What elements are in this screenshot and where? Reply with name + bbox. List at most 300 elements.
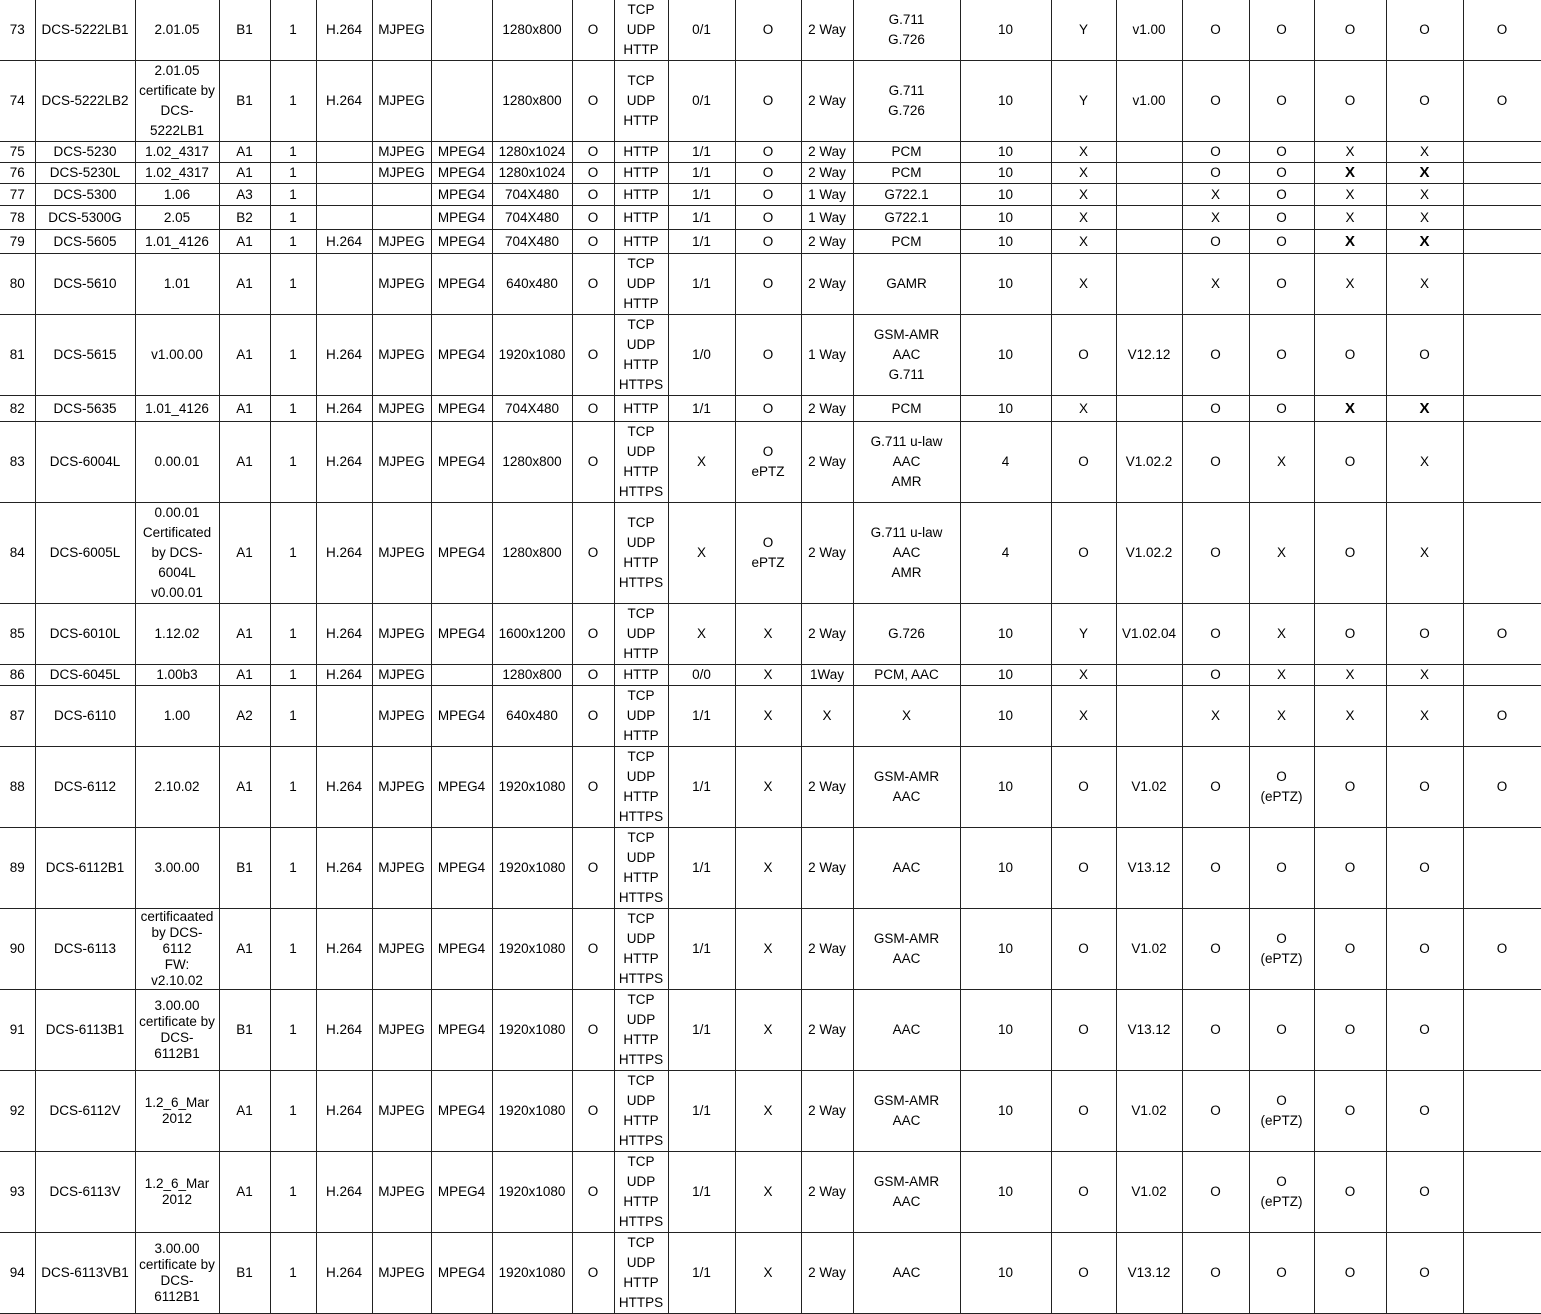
cell-feature-4: X bbox=[1386, 665, 1463, 686]
cell-codec-h264 bbox=[316, 163, 372, 184]
cell-protocols: TCP UDP HTTP bbox=[614, 61, 668, 142]
cell-ptz: X bbox=[735, 665, 801, 686]
cell-codec-mjpeg: MJPEG bbox=[372, 909, 431, 990]
table-row bbox=[0, 503, 1541, 604]
table-row bbox=[0, 686, 1541, 747]
cell-feature-5 bbox=[1463, 230, 1541, 254]
cell-model-name: DCS-5230 bbox=[35, 142, 135, 163]
cell-channels: 1 bbox=[270, 0, 316, 61]
cell-codec-mjpeg: MJPEG bbox=[372, 163, 431, 184]
cell-motion-detection: O bbox=[1051, 909, 1116, 990]
cell-codec-h264: H.264 bbox=[316, 1152, 372, 1233]
cell-feature-4: O bbox=[1386, 1071, 1463, 1152]
cell-feature-1: O bbox=[1182, 61, 1249, 142]
cell-io-ports: X bbox=[668, 604, 735, 665]
cell-feature-4: O bbox=[1386, 828, 1463, 909]
cell-codec-mjpeg: MJPEG bbox=[372, 503, 431, 604]
cell-max-users: 10 bbox=[960, 909, 1051, 990]
cell-channels: 1 bbox=[270, 142, 316, 163]
cell-codec-mpeg4: MPEG4 bbox=[431, 254, 492, 315]
cell-sdk-version: V1.02.04 bbox=[1116, 604, 1182, 665]
cell-max-resolution: 1280x800 bbox=[492, 503, 572, 604]
cell-audio-direction: 2 Way bbox=[801, 604, 853, 665]
cell-io-ports: 1/1 bbox=[668, 184, 735, 206]
cell-io-ports: 1/1 bbox=[668, 396, 735, 422]
cell-row-number: 83 bbox=[0, 422, 35, 503]
cell-ptz: X bbox=[735, 1152, 801, 1233]
cell-io-ports: 1/1 bbox=[668, 230, 735, 254]
cell-firmware: v1.00.00 bbox=[135, 315, 219, 396]
cell-hardware-version: A2 bbox=[219, 686, 270, 747]
cell-protocols: TCP UDP HTTP HTTPS bbox=[614, 909, 668, 990]
cell-feature-3: O bbox=[1314, 315, 1386, 396]
cell-feature-4: X bbox=[1386, 396, 1463, 422]
cell-audio-codec: PCM bbox=[853, 142, 960, 163]
cell-codec-mpeg4: MPEG4 bbox=[431, 604, 492, 665]
cell-channels: 1 bbox=[270, 61, 316, 142]
cell-motion-detection: X bbox=[1051, 163, 1116, 184]
cell-audio-support: O bbox=[572, 315, 614, 396]
cell-feature-4: O bbox=[1386, 315, 1463, 396]
cell-io-ports: 1/1 bbox=[668, 909, 735, 990]
cell-model-name: DCS-5615 bbox=[35, 315, 135, 396]
cell-model-name: DCS-6005L bbox=[35, 503, 135, 604]
cell-motion-detection: O bbox=[1051, 503, 1116, 604]
cell-codec-h264 bbox=[316, 184, 372, 206]
cell-model-name: DCS-6045L bbox=[35, 665, 135, 686]
table-row bbox=[0, 0, 1541, 61]
cell-feature-3: O bbox=[1314, 828, 1386, 909]
cell-audio-direction: 2 Way bbox=[801, 142, 853, 163]
cell-feature-4: X bbox=[1386, 206, 1463, 230]
cell-audio-support: O bbox=[572, 828, 614, 909]
cell-channels: 1 bbox=[270, 254, 316, 315]
cell-audio-codec: G.726 bbox=[853, 604, 960, 665]
cell-feature-3: X bbox=[1314, 396, 1386, 422]
cell-max-users: 10 bbox=[960, 206, 1051, 230]
cell-feature-5: O bbox=[1463, 604, 1541, 665]
cell-feature-4: X bbox=[1386, 142, 1463, 163]
cell-hardware-version: A3 bbox=[219, 184, 270, 206]
cell-sdk-version: V13.12 bbox=[1116, 990, 1182, 1071]
cell-codec-mpeg4 bbox=[431, 61, 492, 142]
cell-firmware: 1.01_4126 bbox=[135, 396, 219, 422]
cell-codec-mpeg4: MPEG4 bbox=[431, 990, 492, 1071]
cell-channels: 1 bbox=[270, 1071, 316, 1152]
cell-feature-4: O bbox=[1386, 909, 1463, 990]
cell-codec-h264: H.264 bbox=[316, 422, 372, 503]
cell-codec-mpeg4: MPEG4 bbox=[431, 1071, 492, 1152]
cell-ptz: X bbox=[735, 747, 801, 828]
cell-feature-3: O bbox=[1314, 1152, 1386, 1233]
cell-motion-detection: Y bbox=[1051, 604, 1116, 665]
cell-feature-1: O bbox=[1182, 1152, 1249, 1233]
cell-feature-2: X bbox=[1249, 604, 1314, 665]
cell-max-users: 10 bbox=[960, 142, 1051, 163]
cell-model-name: DCS-5635 bbox=[35, 396, 135, 422]
cell-ptz: O bbox=[735, 206, 801, 230]
cell-feature-5 bbox=[1463, 142, 1541, 163]
cell-sdk-version: V1.02 bbox=[1116, 909, 1182, 990]
cell-max-users: 10 bbox=[960, 686, 1051, 747]
cell-audio-direction: 2 Way bbox=[801, 828, 853, 909]
cell-audio-support: O bbox=[572, 909, 614, 990]
cell-row-number: 77 bbox=[0, 184, 35, 206]
cell-max-users: 10 bbox=[960, 990, 1051, 1071]
cell-audio-codec: PCM bbox=[853, 163, 960, 184]
cell-sdk-version: V1.02 bbox=[1116, 1152, 1182, 1233]
cell-max-users: 10 bbox=[960, 315, 1051, 396]
cell-feature-1: X bbox=[1182, 206, 1249, 230]
cell-sdk-version: V12.12 bbox=[1116, 315, 1182, 396]
cell-audio-direction: 2 Way bbox=[801, 1071, 853, 1152]
cell-codec-h264 bbox=[316, 686, 372, 747]
cell-io-ports: 1/1 bbox=[668, 206, 735, 230]
cell-channels: 1 bbox=[270, 396, 316, 422]
cell-feature-1: O bbox=[1182, 665, 1249, 686]
cell-firmware: 2.01.05 certificate by DCS- 5222LB1 bbox=[135, 61, 219, 142]
cell-row-number: 85 bbox=[0, 604, 35, 665]
cell-hardware-version: B1 bbox=[219, 0, 270, 61]
cell-model-name: DCS-6112 bbox=[35, 747, 135, 828]
cell-max-resolution: 1280x800 bbox=[492, 61, 572, 142]
cell-codec-h264: H.264 bbox=[316, 1233, 372, 1314]
cell-motion-detection: Y bbox=[1051, 0, 1116, 61]
cell-feature-2: O bbox=[1249, 142, 1314, 163]
cell-motion-detection: X bbox=[1051, 230, 1116, 254]
cell-channels: 1 bbox=[270, 604, 316, 665]
cell-ptz: O bbox=[735, 142, 801, 163]
cell-codec-mjpeg bbox=[372, 206, 431, 230]
cell-sdk-version bbox=[1116, 184, 1182, 206]
cell-sdk-version: v1.00 bbox=[1116, 61, 1182, 142]
cell-codec-mjpeg bbox=[372, 184, 431, 206]
cell-feature-1: O bbox=[1182, 142, 1249, 163]
cell-feature-4: X bbox=[1386, 230, 1463, 254]
cell-row-number: 92 bbox=[0, 1071, 35, 1152]
cell-protocols: TCP UDP HTTP bbox=[614, 604, 668, 665]
cell-max-resolution: 704X480 bbox=[492, 396, 572, 422]
cell-io-ports: 1/1 bbox=[668, 1233, 735, 1314]
cell-audio-direction: 2 Way bbox=[801, 254, 853, 315]
cell-protocols: TCP UDP HTTP HTTPS bbox=[614, 503, 668, 604]
cell-motion-detection: O bbox=[1051, 1071, 1116, 1152]
cell-protocols: HTTP bbox=[614, 206, 668, 230]
cell-audio-support: O bbox=[572, 254, 614, 315]
cell-feature-1: O bbox=[1182, 747, 1249, 828]
cell-sdk-version bbox=[1116, 206, 1182, 230]
cell-channels: 1 bbox=[270, 1233, 316, 1314]
cell-codec-mpeg4: MPEG4 bbox=[431, 142, 492, 163]
cell-codec-h264 bbox=[316, 206, 372, 230]
cell-audio-support: O bbox=[572, 1071, 614, 1152]
cell-feature-1: X bbox=[1182, 686, 1249, 747]
cell-hardware-version: A1 bbox=[219, 422, 270, 503]
cell-codec-mpeg4: MPEG4 bbox=[431, 184, 492, 206]
cell-channels: 1 bbox=[270, 990, 316, 1071]
cell-audio-direction: 2 Way bbox=[801, 990, 853, 1071]
cell-audio-codec: G.711 u-law AAC AMR bbox=[853, 503, 960, 604]
cell-feature-3: X bbox=[1314, 254, 1386, 315]
cell-channels: 1 bbox=[270, 315, 316, 396]
cell-codec-mjpeg: MJPEG bbox=[372, 142, 431, 163]
cell-firmware: 3.00.00 bbox=[135, 828, 219, 909]
cell-max-resolution: 704X480 bbox=[492, 184, 572, 206]
cell-firmware: 2.10.02 bbox=[135, 747, 219, 828]
cell-max-users: 10 bbox=[960, 230, 1051, 254]
cell-io-ports: 1/1 bbox=[668, 1071, 735, 1152]
cell-channels: 1 bbox=[270, 184, 316, 206]
cell-feature-2: O (ePTZ) bbox=[1249, 1152, 1314, 1233]
cell-model-name: DCS-6113V bbox=[35, 1152, 135, 1233]
cell-codec-mjpeg: MJPEG bbox=[372, 422, 431, 503]
cell-motion-detection: O bbox=[1051, 1233, 1116, 1314]
cell-protocols: HTTP bbox=[614, 163, 668, 184]
cell-audio-support: O bbox=[572, 396, 614, 422]
cell-max-resolution: 640x480 bbox=[492, 686, 572, 747]
cell-hardware-version: A1 bbox=[219, 909, 270, 990]
cell-audio-codec: AAC bbox=[853, 828, 960, 909]
cell-audio-codec: X bbox=[853, 686, 960, 747]
cell-codec-mpeg4: MPEG4 bbox=[431, 315, 492, 396]
cell-ptz: X bbox=[735, 990, 801, 1071]
cell-codec-h264: H.264 bbox=[316, 1071, 372, 1152]
cell-feature-3: O bbox=[1314, 61, 1386, 142]
cell-feature-5: O bbox=[1463, 747, 1541, 828]
cell-max-resolution: 1920x1080 bbox=[492, 315, 572, 396]
cell-channels: 1 bbox=[270, 163, 316, 184]
cell-io-ports: 1/1 bbox=[668, 163, 735, 184]
cell-feature-1: O bbox=[1182, 1071, 1249, 1152]
cell-max-users: 10 bbox=[960, 163, 1051, 184]
cell-feature-3: O bbox=[1314, 0, 1386, 61]
cell-protocols: TCP UDP HTTP bbox=[614, 0, 668, 61]
cell-model-name: DCS-5230L bbox=[35, 163, 135, 184]
cell-motion-detection: X bbox=[1051, 206, 1116, 230]
table-row bbox=[0, 230, 1541, 254]
cell-codec-h264: H.264 bbox=[316, 665, 372, 686]
cell-feature-1: O bbox=[1182, 396, 1249, 422]
table-row bbox=[0, 828, 1541, 909]
cell-channels: 1 bbox=[270, 230, 316, 254]
cell-codec-h264 bbox=[316, 254, 372, 315]
cell-audio-direction: 1 Way bbox=[801, 315, 853, 396]
cell-feature-5 bbox=[1463, 665, 1541, 686]
cell-codec-h264: H.264 bbox=[316, 230, 372, 254]
cell-audio-direction: 2 Way bbox=[801, 909, 853, 990]
table-row bbox=[0, 206, 1541, 230]
cell-feature-3: X bbox=[1314, 184, 1386, 206]
cell-sdk-version: V13.12 bbox=[1116, 1233, 1182, 1314]
table-row bbox=[0, 61, 1541, 142]
cell-hardware-version: A1 bbox=[219, 747, 270, 828]
cell-io-ports: 0/1 bbox=[668, 61, 735, 142]
cell-motion-detection: O bbox=[1051, 747, 1116, 828]
cell-max-resolution: 1920x1080 bbox=[492, 747, 572, 828]
cell-max-users: 10 bbox=[960, 604, 1051, 665]
cell-motion-detection: X bbox=[1051, 665, 1116, 686]
cell-io-ports: 1/1 bbox=[668, 142, 735, 163]
cell-codec-h264: H.264 bbox=[316, 909, 372, 990]
cell-audio-support: O bbox=[572, 184, 614, 206]
cell-feature-3: O bbox=[1314, 909, 1386, 990]
cell-sdk-version bbox=[1116, 686, 1182, 747]
cell-codec-h264: H.264 bbox=[316, 396, 372, 422]
cell-feature-1: X bbox=[1182, 254, 1249, 315]
cell-io-ports: 1/1 bbox=[668, 747, 735, 828]
cell-firmware: certificaated by DCS- 6112 FW: v2.10.02 bbox=[135, 909, 219, 990]
cell-feature-2: O bbox=[1249, 828, 1314, 909]
cell-audio-direction: X bbox=[801, 686, 853, 747]
cell-feature-4: O bbox=[1386, 747, 1463, 828]
cell-sdk-version bbox=[1116, 254, 1182, 315]
cell-feature-1: O bbox=[1182, 163, 1249, 184]
cell-hardware-version: B1 bbox=[219, 828, 270, 909]
cell-feature-1: O bbox=[1182, 422, 1249, 503]
cell-ptz: O bbox=[735, 315, 801, 396]
cell-row-number: 93 bbox=[0, 1152, 35, 1233]
cell-feature-4: X bbox=[1386, 163, 1463, 184]
cell-motion-detection: X bbox=[1051, 254, 1116, 315]
cell-audio-support: O bbox=[572, 0, 614, 61]
cell-feature-2: O bbox=[1249, 0, 1314, 61]
cell-codec-mpeg4: MPEG4 bbox=[431, 163, 492, 184]
cell-audio-codec: G722.1 bbox=[853, 206, 960, 230]
cell-feature-2: O bbox=[1249, 163, 1314, 184]
cell-feature-2: X bbox=[1249, 503, 1314, 604]
cell-codec-h264: H.264 bbox=[316, 0, 372, 61]
cell-channels: 1 bbox=[270, 1152, 316, 1233]
cell-motion-detection: O bbox=[1051, 990, 1116, 1071]
cell-feature-4: O bbox=[1386, 0, 1463, 61]
cell-model-name: DCS-5300G bbox=[35, 206, 135, 230]
cell-io-ports: 1/1 bbox=[668, 828, 735, 909]
cell-row-number: 84 bbox=[0, 503, 35, 604]
cell-codec-h264: H.264 bbox=[316, 828, 372, 909]
cell-feature-3: O bbox=[1314, 422, 1386, 503]
cell-feature-5 bbox=[1463, 1233, 1541, 1314]
cell-model-name: DCS-6113 bbox=[35, 909, 135, 990]
cell-ptz: O bbox=[735, 61, 801, 142]
cell-model-name: DCS-6010L bbox=[35, 604, 135, 665]
cell-feature-2: O bbox=[1249, 396, 1314, 422]
cell-feature-4: X bbox=[1386, 184, 1463, 206]
cell-motion-detection: X bbox=[1051, 396, 1116, 422]
cell-max-resolution: 1920x1080 bbox=[492, 909, 572, 990]
cell-firmware: 3.00.00 certificate by DCS- 6112B1 bbox=[135, 1233, 219, 1314]
cell-max-resolution: 640x480 bbox=[492, 254, 572, 315]
cell-codec-h264: H.264 bbox=[316, 604, 372, 665]
cell-sdk-version bbox=[1116, 230, 1182, 254]
cell-io-ports: X bbox=[668, 503, 735, 604]
cell-audio-direction: 2 Way bbox=[801, 0, 853, 61]
cell-row-number: 75 bbox=[0, 142, 35, 163]
cell-sdk-version: V13.12 bbox=[1116, 828, 1182, 909]
cell-hardware-version: A1 bbox=[219, 142, 270, 163]
cell-feature-4: O bbox=[1386, 1233, 1463, 1314]
cell-max-resolution: 1920x1080 bbox=[492, 1071, 572, 1152]
cell-codec-mpeg4: MPEG4 bbox=[431, 1233, 492, 1314]
cell-audio-direction: 1Way bbox=[801, 665, 853, 686]
cell-feature-1: O bbox=[1182, 604, 1249, 665]
cell-motion-detection: Y bbox=[1051, 61, 1116, 142]
cell-codec-h264 bbox=[316, 142, 372, 163]
cell-max-users: 10 bbox=[960, 254, 1051, 315]
cell-audio-codec: G.711 G.726 bbox=[853, 0, 960, 61]
cell-ptz: O bbox=[735, 163, 801, 184]
cell-io-ports: 1/1 bbox=[668, 254, 735, 315]
cell-feature-3: X bbox=[1314, 206, 1386, 230]
cell-feature-4: X bbox=[1386, 254, 1463, 315]
cell-model-name: DCS-5222LB1 bbox=[35, 0, 135, 61]
cell-audio-support: O bbox=[572, 503, 614, 604]
cell-sdk-version: V1.02 bbox=[1116, 1071, 1182, 1152]
cell-protocols: TCP UDP HTTP bbox=[614, 686, 668, 747]
cell-row-number: 74 bbox=[0, 61, 35, 142]
cell-codec-mpeg4 bbox=[431, 0, 492, 61]
table-row bbox=[0, 1152, 1541, 1233]
cell-model-name: DCS-6112B1 bbox=[35, 828, 135, 909]
cell-motion-detection: O bbox=[1051, 315, 1116, 396]
cell-feature-1: O bbox=[1182, 828, 1249, 909]
cell-firmware: 1.06 bbox=[135, 184, 219, 206]
cell-protocols: TCP UDP HTTP HTTPS bbox=[614, 1233, 668, 1314]
cell-row-number: 76 bbox=[0, 163, 35, 184]
cell-feature-3: O bbox=[1314, 1071, 1386, 1152]
cell-max-users: 10 bbox=[960, 665, 1051, 686]
cell-audio-direction: 2 Way bbox=[801, 61, 853, 142]
cell-firmware: 0.00.01 Certificated by DCS- 6004L v0.00.01 bbox=[135, 503, 219, 604]
cell-feature-1: O bbox=[1182, 0, 1249, 61]
cell-max-users: 10 bbox=[960, 828, 1051, 909]
cell-audio-codec: GSM-AMR AAC bbox=[853, 909, 960, 990]
cell-ptz: O bbox=[735, 396, 801, 422]
cell-codec-mjpeg: MJPEG bbox=[372, 1233, 431, 1314]
cell-model-name: DCS-5610 bbox=[35, 254, 135, 315]
table-row bbox=[0, 142, 1541, 163]
cell-codec-mjpeg: MJPEG bbox=[372, 1071, 431, 1152]
cell-feature-2: O (ePTZ) bbox=[1249, 1071, 1314, 1152]
cell-sdk-version bbox=[1116, 142, 1182, 163]
cell-hardware-version: B1 bbox=[219, 61, 270, 142]
cell-feature-4: O bbox=[1386, 990, 1463, 1071]
cell-feature-3: O bbox=[1314, 604, 1386, 665]
cell-sdk-version: v1.00 bbox=[1116, 0, 1182, 61]
table-row bbox=[0, 665, 1541, 686]
cell-feature-5 bbox=[1463, 503, 1541, 604]
cell-audio-codec: PCM bbox=[853, 396, 960, 422]
cell-audio-support: O bbox=[572, 665, 614, 686]
cell-codec-mjpeg: MJPEG bbox=[372, 665, 431, 686]
cell-io-ports: 1/1 bbox=[668, 1152, 735, 1233]
cell-ptz: X bbox=[735, 1071, 801, 1152]
cell-row-number: 73 bbox=[0, 0, 35, 61]
cell-audio-codec: GSM-AMR AAC G.711 bbox=[853, 315, 960, 396]
cell-ptz: X bbox=[735, 1233, 801, 1314]
cell-ptz: X bbox=[735, 686, 801, 747]
cell-max-resolution: 1280x1024 bbox=[492, 163, 572, 184]
cell-feature-5: O bbox=[1463, 61, 1541, 142]
cell-max-resolution: 1280x800 bbox=[492, 0, 572, 61]
cell-max-resolution: 1600x1200 bbox=[492, 604, 572, 665]
cell-codec-h264: H.264 bbox=[316, 61, 372, 142]
cell-feature-1: O bbox=[1182, 315, 1249, 396]
cell-row-number: 89 bbox=[0, 828, 35, 909]
cell-feature-3: O bbox=[1314, 990, 1386, 1071]
cell-max-resolution: 1280x800 bbox=[492, 665, 572, 686]
cell-hardware-version: A1 bbox=[219, 396, 270, 422]
cell-ptz: X bbox=[735, 604, 801, 665]
